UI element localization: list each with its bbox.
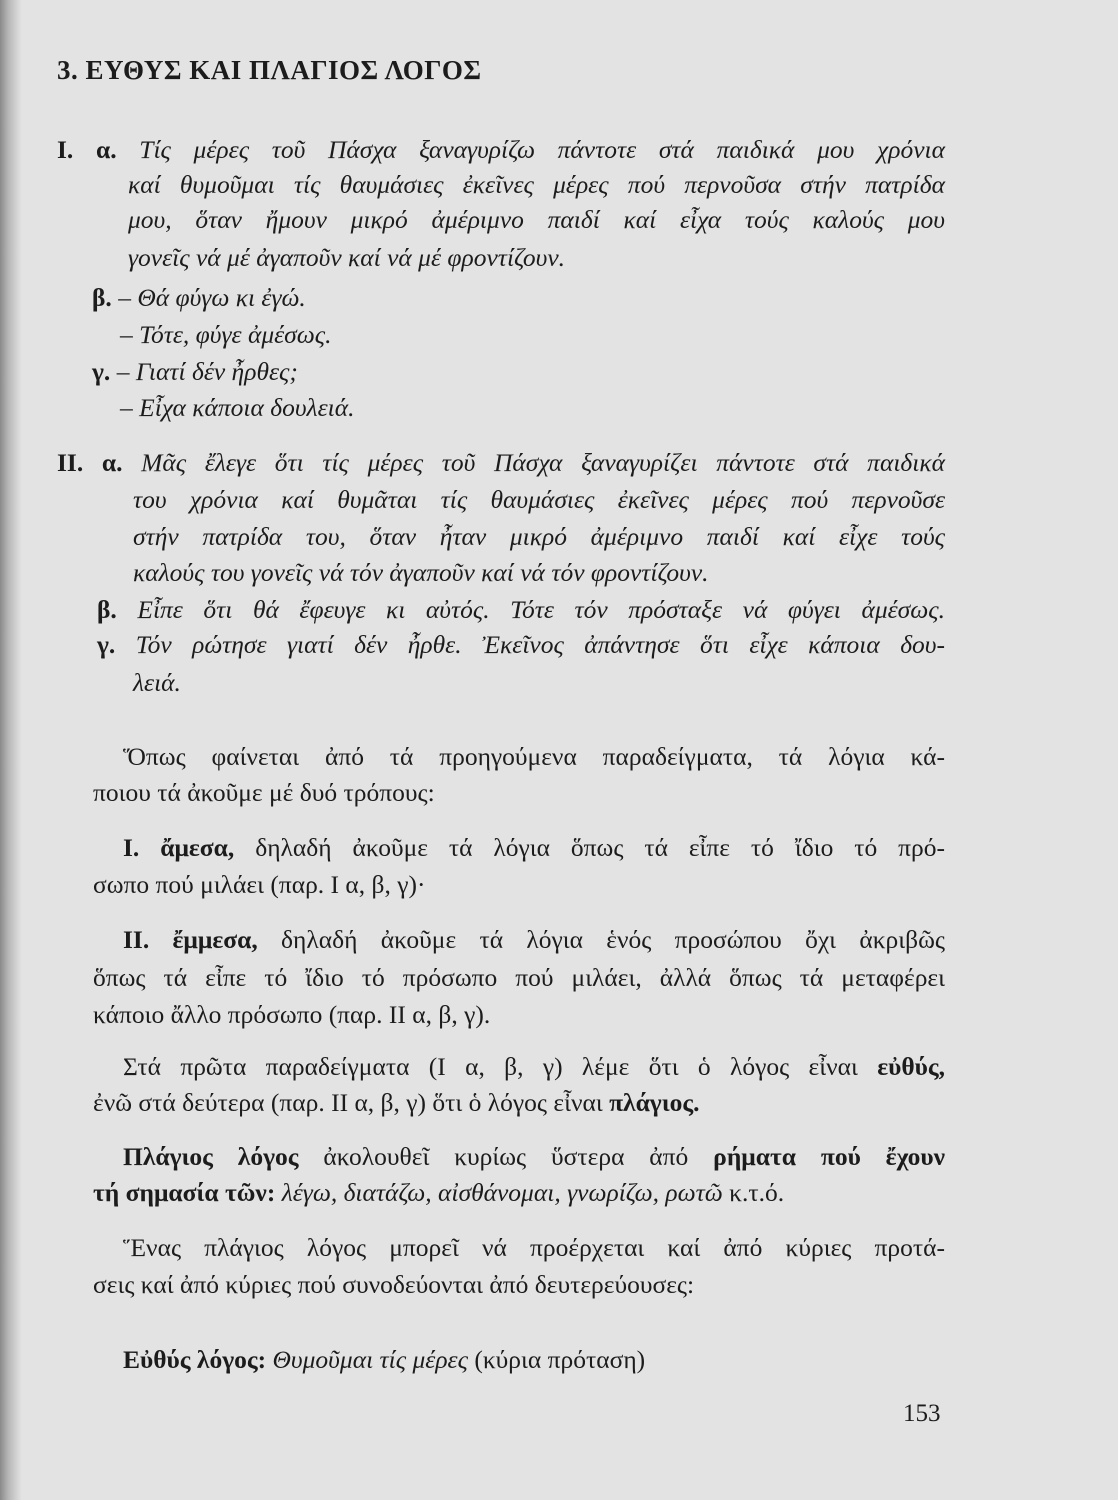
- text-line: [123, 1142, 945, 1172]
- bold-text: γ.: [97, 630, 136, 659]
- text-run: σωπο πού μιλάει (παρ. I α, β, γ)·: [93, 870, 426, 899]
- text-run: σεις καί ἀπό κύριες πού συνοδεύονται ἀπό δευτερεύουσες:: [93, 1270, 695, 1299]
- text-run: ἐνῶ στά δεύτερα (παρ. II α, β, γ) ὅτι ὁ λόγος εἶναι: [93, 1088, 610, 1117]
- italic-text: λειά.: [133, 668, 181, 697]
- text-line: [133, 558, 709, 588]
- italic-text: – Εἶχα κάποια δουλειά.: [120, 393, 355, 422]
- italic-text: καλούς του γονεῖς νά τόν ἀγαποῦν καί νά τόν φροντίζουν.: [133, 558, 709, 587]
- text-line: [92, 283, 306, 313]
- italic-text: μου, ὅταν ἤμουν μικρό ἀμέριμνο παιδί καί εἶχα τούς καλούς μου: [128, 205, 945, 234]
- bold-text: II. α.: [57, 448, 142, 477]
- bold-text: γ.: [92, 357, 117, 386]
- bold-text: εὐθύς,: [877, 1052, 945, 1081]
- text-line: [93, 1178, 784, 1208]
- italic-text: του χρόνια καί θυμᾶται τίς θαυμάσιες ἐκεῖνες μέρες πού περνοῦσε: [133, 485, 945, 514]
- bold-text: I. ἄμεσα,: [123, 833, 235, 862]
- bold-text: ρήματα πού ἔχουν: [713, 1142, 945, 1171]
- text-line: [128, 205, 945, 235]
- text-line: [57, 448, 945, 478]
- bold-text: β.: [97, 595, 138, 624]
- text-line: [93, 1270, 694, 1300]
- bold-text: β.: [92, 283, 119, 312]
- text-line: [97, 630, 945, 660]
- bold-text: Εὐθύς λόγος:: [123, 1345, 267, 1374]
- bold-text: I. α.: [57, 135, 140, 164]
- italic-text: – Γιατί δέν ἦρθες;: [116, 357, 298, 386]
- text-line: [93, 963, 945, 993]
- text-line: [120, 393, 354, 423]
- text-line: [123, 833, 945, 863]
- text-run: δηλαδή ἀκοῦμε τά λόγια ὅπως τά εἶπε τό ἴδιο τό πρό-: [234, 833, 945, 862]
- text-run: κ.τ.ό.: [722, 1178, 785, 1207]
- page-number: 153: [903, 1400, 941, 1427]
- italic-text: Εἶπε ὅτι θά ἔφευγε κι αὐτός. Τότε τόν πρόσταξε νά φύγει ἀμέσως.: [137, 595, 945, 624]
- italic-text: γονεῖς νά μέ ἀγαποῦν καί νά μέ φροντίζουν.: [128, 243, 566, 272]
- text-line: [128, 170, 945, 200]
- text-line: [128, 243, 565, 273]
- italic-text: Θυμοῦμαι τίς μέρες: [272, 1345, 468, 1374]
- text-line: [92, 357, 298, 387]
- section-heading: 3. ΕΥΘΥΣ ΚΑΙ ΠΛΑΓΙΟΣ ΛΟΓΟΣ: [57, 55, 482, 85]
- scan-edge: [0, 0, 22, 1500]
- bold-text: πλάγιος.: [609, 1088, 700, 1117]
- text-line: [57, 135, 945, 165]
- italic-text: στήν πατρίδα του, ὅταν ἦταν μικρό ἀμέριμνο παιδί καί εἶχε τούς: [133, 522, 945, 551]
- text-line: [133, 668, 181, 698]
- text-line: [123, 925, 945, 955]
- text-line: [93, 870, 426, 900]
- italic-text: καί θυμοῦμαι τίς θαυμάσιες ἐκεῖνες μέρες πού περνοῦσα στήν πατρίδα: [128, 170, 945, 199]
- text-line: [93, 1088, 700, 1118]
- text-line: [97, 595, 945, 625]
- text-run: (κύρια πρόταση): [467, 1345, 646, 1374]
- text-run: δηλαδή ἀκοῦμε τά λόγια ἑνός προσώπου ὄχι ἀκριβῶς: [257, 925, 945, 954]
- text-line: [123, 1345, 645, 1375]
- text-run: ἀκολουθεῖ κυρίως ὕστερα ἀπό: [298, 1142, 714, 1171]
- text-line: [123, 1052, 945, 1082]
- bold-text: τή σημασία τῶν:: [93, 1178, 276, 1207]
- text-run: κάποιο ἄλλο πρόσωπο (παρ. II α, β, γ).: [93, 1000, 491, 1029]
- italic-text: λέγω, διατάζω, αἰσθάνομαι, γνωρίζω, ρωτῶ: [281, 1178, 723, 1207]
- text-line: [120, 320, 331, 350]
- text-run: Ὅπως φαίνεται ἀπό τά προηγούμενα παραδείγματα, τά λόγια κά-: [123, 742, 945, 771]
- text-line: [133, 522, 945, 552]
- text-line: [123, 742, 945, 772]
- italic-text: Τίς μέρες τοῦ Πάσχα ξαναγυρίζω πάντοτε στά παιδικά μου χρόνια: [139, 135, 946, 164]
- italic-text: Τόν ρώτησε γιατί δέν ἦρθε. Ἐκεῖνος ἀπάντησε ὅτι εἶχε κάποια δου-: [135, 630, 945, 659]
- italic-text: – Τότε, φύγε ἀμέσως.: [120, 320, 332, 349]
- text-run: ὅπως τά εἶπε τό ἴδιο τό πρόσωπο πού μιλάει, ἀλλά ὅπως τά μεταφέρει: [93, 963, 945, 992]
- bold-text: II. ἔμμεσα,: [123, 925, 258, 954]
- text-line: [133, 485, 945, 515]
- text-run: Ἕνας πλάγιος λόγος μπορεῖ νά προέρχεται καί ἀπό κύριες προτά-: [123, 1233, 945, 1262]
- italic-text: – Θά φύγω κι ἐγώ.: [118, 283, 306, 312]
- italic-text: Μᾶς ἔλεγε ὅτι τίς μέρες τοῦ Πάσχα ξαναγυρίζει πάντοτε στά παιδικά: [141, 448, 945, 477]
- text-run: Στά πρῶτα παραδείγματα (I α, β, γ) λέμε ὅτι ὁ λόγος εἶναι: [123, 1052, 878, 1081]
- text-line: [93, 1000, 490, 1030]
- text-line: [123, 1233, 945, 1263]
- text-run: ποιου τά ἀκοῦμε μέ δυό τρόπους:: [93, 778, 435, 807]
- bold-text: Πλάγιος λόγος: [123, 1142, 299, 1171]
- text-line: [93, 778, 435, 808]
